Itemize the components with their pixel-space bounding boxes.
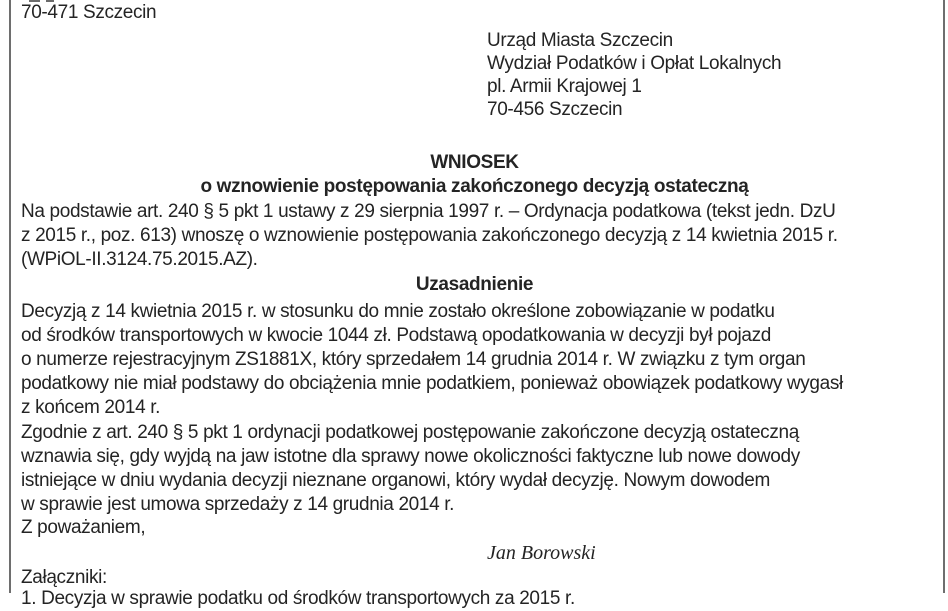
justification-heading: Uzasadnienie [415, 274, 534, 295]
recipient-line: Wydział Podatków i Opłat Lokalnych [487, 53, 782, 74]
legal-basis-paragraph [21, 421, 928, 517]
paragraph-line: podatkowy nie miał podstawy do obciążenia mnie podatkiem, ponieważ obowiązek podatkowy wygasł [21, 373, 843, 394]
page-left-rule [9, 0, 11, 593]
closing-phrase: Z poważaniem, [21, 517, 146, 538]
page-right-rule [943, 0, 945, 593]
recipient-line: 70-456 Szczecin [487, 99, 623, 120]
paragraph-line: wznawia się, gdy wyjdą na jaw istotne dla sprawy nowe okoliczności faktyczne lub nowe dowody [21, 446, 800, 467]
paragraph-line: Na podstawie art. 240 § 5 pkt 1 ustawy z 29 sierpnia 1997 r. – Ordynacja podatkowa (tekst jedn. DzU [21, 201, 836, 222]
attachment-item-clipped: 1. Decyzja w sprawie podatku od środków transportowych za 2015 r. [21, 588, 575, 609]
paragraph-line: z końcem 2014 r. [21, 397, 161, 418]
recipient-line: pl. Armii Krajowej 1 [487, 76, 642, 97]
signature: Jan Borowski [487, 542, 596, 564]
paragraph-line: w sprawie jest umowa sprzedaży z 14 grudnia 2014 r. [21, 494, 455, 515]
paragraph-line: Decyzją z 14 kwietnia 2015 r. w stosunku do mnie zostało określone zobowiązanie w podatku [21, 301, 775, 322]
recipient-address-block [487, 29, 781, 121]
justification-paragraph [21, 300, 928, 420]
paragraph-line: istniejące w dniu wydania decyzji nieznane organowi, który wydał decyzję. Nowym dowodem [21, 470, 770, 491]
paragraph-line: od środków transportowych w kwocie 1044 zł. Podstawą opodatkowania w decyzji był pojazd [21, 325, 772, 346]
document-subtitle: o wznowienie postępowania zakończonego decyzją ostateczną [200, 176, 749, 197]
attachments-heading: Załączniki: [21, 567, 107, 588]
document-title: WNIOSEK [430, 152, 519, 173]
intro-paragraph [21, 200, 928, 272]
sender-zip-city: 70-471 Szczecin [21, 2, 157, 23]
paragraph-line: Zgodnie z art. 240 § 5 pkt 1 ordynacji podatkowej postępowanie zakończone decyzją ostateczną [21, 422, 799, 443]
paragraph-line: (WPiOL-II.3124.75.2015.AZ). [21, 249, 258, 270]
recipient-line: Urząd Miasta Szczecin [487, 30, 673, 51]
paragraph-line: o numerze rejestracyjnym ZS1881X, który sprzedałem 14 grudnia 2014 r. W związku z tym organ [21, 349, 806, 370]
paragraph-line: z 2015 r., poz. 613) wnoszę o wznowienie postępowania zakończonego decyzją z 14 kwietnia 2015 r. [21, 225, 838, 246]
